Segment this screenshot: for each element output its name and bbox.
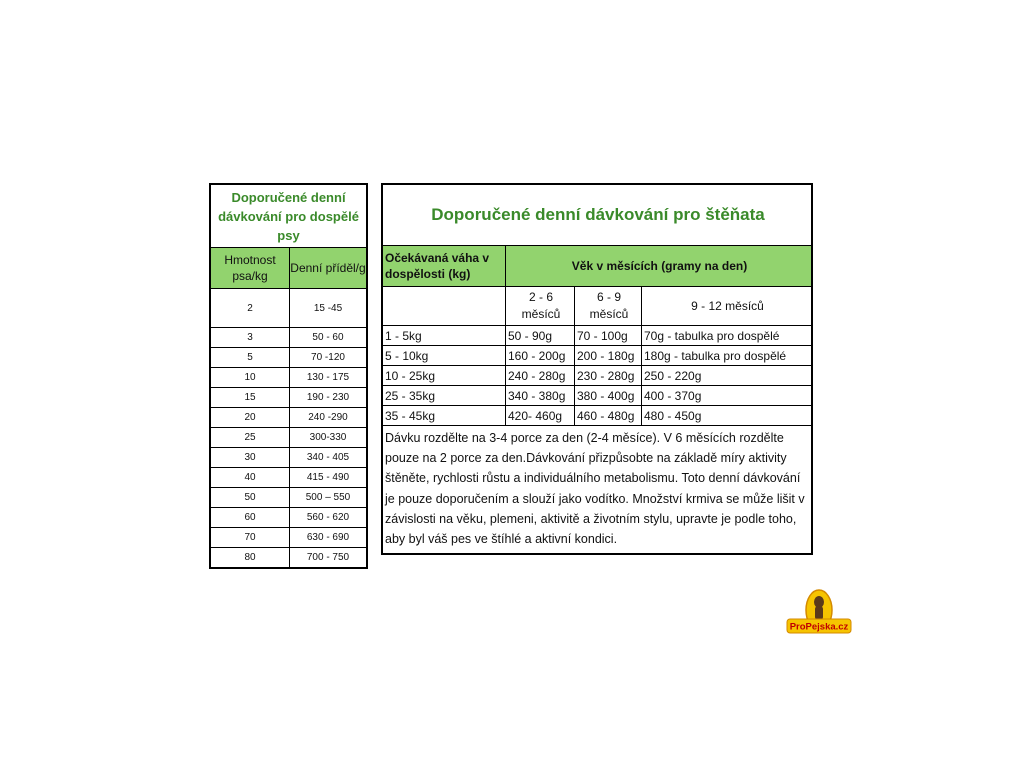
- puppy-value-cell: 480 - 450g: [642, 406, 813, 426]
- adult-portion-cell: 500 – 550: [290, 488, 368, 508]
- adult-weight-cell: 25: [210, 428, 290, 448]
- adult-weight-cell: 80: [210, 548, 290, 569]
- adult-portion-cell: 300-330: [290, 428, 368, 448]
- age-col-9-12: 9 - 12 měsíců: [642, 287, 813, 326]
- table-row: [210, 408, 367, 428]
- puppy-weight-cell: 5 - 10kg: [382, 346, 506, 366]
- adult-weight-cell: 2: [210, 289, 290, 328]
- logo-text: ProPejska.cz: [789, 621, 849, 633]
- table-row: [382, 386, 812, 406]
- adult-portion-cell: 240 -290: [290, 408, 368, 428]
- adult-weight-cell: 30: [210, 448, 290, 468]
- puppy-value-cell: 400 - 370g: [642, 386, 813, 406]
- adult-portion-cell: 340 - 405: [290, 448, 368, 468]
- table-row: [210, 388, 367, 408]
- table-row: [210, 508, 367, 528]
- table-row: [210, 548, 367, 569]
- table-row: [210, 289, 367, 328]
- table-row: [210, 488, 367, 508]
- propejska-logo: [786, 588, 852, 638]
- adult-weight-cell: 50: [210, 488, 290, 508]
- puppy-value-cell: 250 - 220g: [642, 366, 813, 386]
- puppy-dosage-table: [381, 183, 813, 555]
- table-row: [382, 366, 812, 386]
- adult-weight-cell: 60: [210, 508, 290, 528]
- puppy-value-cell: 380 - 400g: [575, 386, 642, 406]
- puppy-weight-cell: 35 - 45kg: [382, 406, 506, 426]
- table-row: [382, 406, 812, 426]
- table-row: [382, 326, 812, 346]
- adult-weight-cell: 5: [210, 348, 290, 368]
- table-row: [210, 328, 367, 348]
- table-row: [210, 468, 367, 488]
- adult-portion-header: Denní příděl/g: [290, 248, 368, 289]
- adult-portion-cell: 70 -120: [290, 348, 368, 368]
- adult-weight-cell: 20: [210, 408, 290, 428]
- adult-portion-cell: 190 - 230: [290, 388, 368, 408]
- adult-weight-cell: 10: [210, 368, 290, 388]
- adult-portion-cell: 415 - 490: [290, 468, 368, 488]
- puppy-weight-cell: 10 - 25kg: [382, 366, 506, 386]
- puppy-age-header: Věk v měsících (gramy na den): [506, 246, 813, 287]
- age-col-2-6: 2 - 6 měsíců: [506, 287, 575, 326]
- table-row: [210, 448, 367, 468]
- puppy-value-cell: 70 - 100g: [575, 326, 642, 346]
- puppy-value-cell: 70g - tabulka pro dospělé: [642, 326, 813, 346]
- puppy-value-cell: 460 - 480g: [575, 406, 642, 426]
- adult-portion-cell: 15 -45: [290, 289, 368, 328]
- adult-portion-cell: 630 - 690: [290, 528, 368, 548]
- adult-portion-cell: 560 - 620: [290, 508, 368, 528]
- puppy-value-cell: 230 - 280g: [575, 366, 642, 386]
- adult-portion-cell: 130 - 175: [290, 368, 368, 388]
- adult-weight-cell: 15: [210, 388, 290, 408]
- table-row: [210, 348, 367, 368]
- empty-cell: [382, 287, 506, 326]
- adult-portion-cell: 700 - 750: [290, 548, 368, 569]
- puppy-weight-cell: 25 - 35kg: [382, 386, 506, 406]
- puppy-value-cell: 420- 460g: [506, 406, 575, 426]
- puppy-value-cell: 200 - 180g: [575, 346, 642, 366]
- puppy-value-cell: 50 - 90g: [506, 326, 575, 346]
- age-col-6-9: 6 - 9 měsíců: [575, 287, 642, 326]
- adult-table-title: Doporučené denní dávkování pro dospělé psy: [210, 184, 367, 248]
- puppy-value-cell: 180g - tabulka pro dospělé: [642, 346, 813, 366]
- adult-weight-header: Hmotnost psa/kg: [210, 248, 290, 289]
- adult-weight-cell: 40: [210, 468, 290, 488]
- adult-portion-cell: 50 - 60: [290, 328, 368, 348]
- puppy-table-title: Doporučené denní dávkování pro štěňata: [382, 184, 812, 246]
- adult-weight-cell: 3: [210, 328, 290, 348]
- puppy-weight-cell: 1 - 5kg: [382, 326, 506, 346]
- table-row: [382, 346, 812, 366]
- adult-dosage-table: [209, 183, 368, 569]
- adult-weight-cell: 70: [210, 528, 290, 548]
- table-row: [210, 368, 367, 388]
- puppy-value-cell: 240 - 280g: [506, 366, 575, 386]
- table-row: [210, 428, 367, 448]
- feeding-note: Dávku rozdělte na 3-4 porce za den (2-4 měsíce). V 6 měsících rozdělte pouze na 2 porce za den.Dávkování přizpůsobte na základě míry aktivity štěněte, rychlosti růstu a individuálního metabolismu. Toto denní dávkování je pouze doporučením a slouží jako vodítko. Množství krmiva se může lišit v závislosti na věku, plemeni, aktivitě a životním stylu, upravte je podle toho, aby byl váš pes ve štíhlé a aktivní kondici.: [382, 426, 812, 555]
- puppy-value-cell: 160 - 200g: [506, 346, 575, 366]
- table-row: [210, 528, 367, 548]
- dog-logo-icon: [786, 588, 852, 638]
- puppy-weight-header: Očekávaná váha v dospělosti (kg): [382, 246, 506, 287]
- puppy-value-cell: 340 - 380g: [506, 386, 575, 406]
